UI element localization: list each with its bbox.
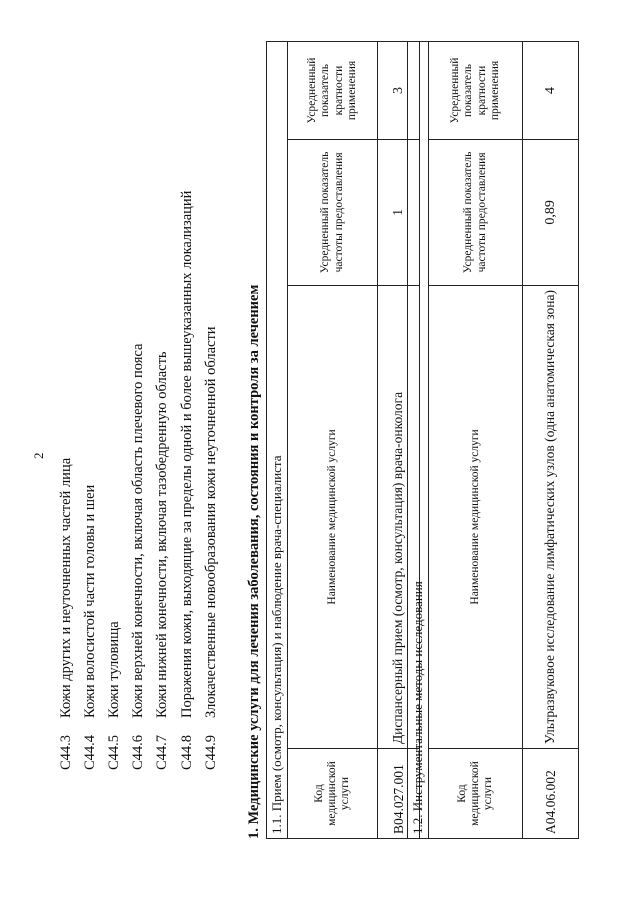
service-name: Ультразвуковое исследование лимфатических узлов (одна анатомическая зона) (523, 285, 579, 748)
icd-code: C44.5 (105, 734, 122, 770)
multiplicity-value: 3 (378, 42, 420, 140)
frequency-value: 0,89 (523, 139, 579, 285)
section-title: 1. Медицинские услуги для лечения заболевания, состояния и контроля за лечением (246, 284, 262, 839)
page-number: 2 (31, 452, 46, 459)
list-item (151, 50, 175, 770)
column-header: Наименование медицинской услуги (429, 285, 523, 748)
column-header: Усредненный показатель кратности применения (288, 42, 378, 140)
table-caption: 1.1. Прием (осмотр, консультация) и наблюдение врача-специалиста (267, 42, 288, 839)
list-item (199, 50, 223, 770)
icd-description: Кожи других и неуточненных частей лица (57, 457, 74, 718)
service-name: Диспансерный прием (осмотр, консультация) врача-онколога (378, 285, 420, 748)
service-code: A04.06.002 (523, 749, 579, 839)
icd-description: Кожи волосистой части головы и шеи (81, 484, 98, 718)
services-table-instrumental (407, 41, 579, 839)
icd-code: C44.8 (178, 734, 195, 770)
table-row (523, 42, 579, 839)
icd-description: Поражения кожи, выходящие за пределы одной и более вышеуказанных локализаций (178, 190, 195, 718)
list-item (78, 50, 102, 770)
column-header: Усредненный показатель кратности применения (429, 42, 523, 140)
service-code: B04.027.001 (378, 749, 420, 839)
column-header: Усредненный показатель частоты предоставления (429, 139, 523, 285)
icd-code: C44.4 (81, 734, 98, 770)
diagnosis-code-list (54, 50, 223, 770)
list-item (102, 50, 126, 770)
column-header: Усредненный показатель частоты предоставления (288, 139, 378, 285)
list-item (127, 50, 151, 770)
icd-code: C44.3 (57, 734, 74, 770)
list-item (54, 50, 78, 770)
icd-description: Злокачественные новообразования кожи неуточненной области (202, 326, 219, 718)
icd-description: Кожи нижней конечности, включая тазобедренную область (154, 351, 171, 718)
table-caption: 1.2. Инструментальные методы исследования (408, 42, 429, 839)
icd-description: Кожи верхней конечности, включая область плечевого пояса (130, 343, 147, 718)
column-header: Наименование медицинской услуги (288, 285, 378, 748)
services-table-consultation (266, 41, 420, 839)
column-header: Код медицинской услуги (288, 749, 378, 839)
column-header: Код медицинской услуги (429, 749, 523, 839)
icd-description: Кожи туловища (105, 621, 122, 718)
multiplicity-value: 4 (523, 42, 579, 140)
frequency-value: 1 (378, 139, 420, 285)
list-item (175, 50, 199, 770)
icd-code: C44.6 (130, 734, 147, 770)
icd-code: C44.9 (202, 734, 219, 770)
icd-code: C44.7 (154, 734, 171, 770)
